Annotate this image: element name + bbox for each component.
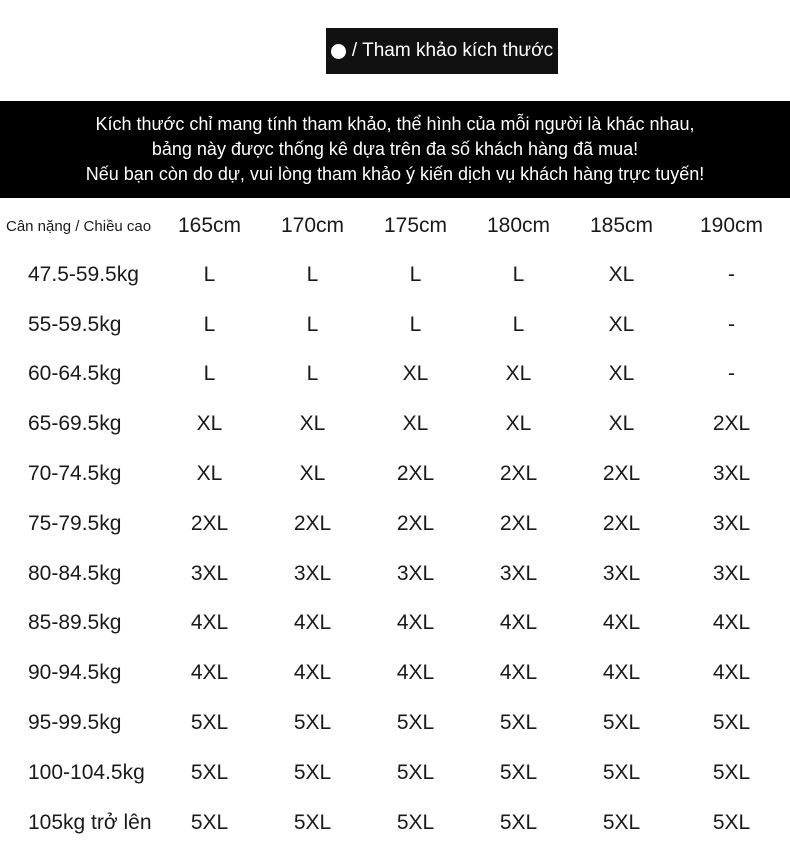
weight-cell: 65-69.5kg (28, 412, 122, 436)
size-cell: 3XL (396, 561, 435, 585)
size-cell: 4XL (602, 661, 641, 685)
table-row (0, 499, 790, 549)
size-cell: - (728, 312, 735, 336)
size-cell: 5XL (396, 711, 435, 735)
notice-line: Kích thước chỉ mang tính tham khảo, thể hình của mỗi người là khác nhau, (95, 114, 695, 134)
size-cell: 2XL (712, 412, 751, 436)
size-cell: 4XL (499, 661, 538, 685)
weight-cell: 85-89.5kg (28, 611, 122, 635)
size-cell: 4XL (712, 611, 751, 635)
notice-line: Nếu bạn còn do dự, vui lòng tham khảo ý kiến dịch vụ khách hàng trực tuyến! (85, 164, 705, 184)
size-cell: 5XL (712, 760, 751, 784)
size-cell: 5XL (499, 711, 538, 735)
size-cell: 5XL (712, 711, 751, 735)
size-cell: XL (299, 462, 326, 486)
weight-cell: 95-99.5kg (28, 711, 122, 735)
size-cell: 5XL (293, 760, 332, 784)
table-row (0, 748, 790, 798)
size-cell: L (203, 312, 216, 336)
weight-cell: 80-84.5kg (28, 561, 122, 585)
size-cell: 5XL (396, 760, 435, 784)
size-cell: 2XL (602, 511, 641, 535)
size-cell: 3XL (499, 561, 538, 585)
size-cell: 4XL (293, 661, 332, 685)
height-header: 165cm (177, 214, 242, 237)
size-cell: L (306, 362, 319, 386)
weight-cell: 47.5-59.5kg (28, 262, 139, 286)
height-header: 190cm (699, 214, 764, 237)
weight-cell: 70-74.5kg (28, 462, 122, 486)
header-row (0, 202, 790, 250)
weight-cell: 100-104.5kg (28, 760, 145, 784)
size-cell: 5XL (190, 810, 229, 834)
size-cell: - (728, 262, 735, 286)
size-cell: XL (299, 412, 326, 436)
size-cell: XL (196, 462, 223, 486)
size-cell: XL (608, 362, 635, 386)
size-cell: 4XL (190, 611, 229, 635)
table-row (0, 798, 790, 848)
size-cell: 4XL (396, 611, 435, 635)
size-cell: 3XL (293, 561, 332, 585)
table-row (0, 599, 790, 649)
size-cell: 2XL (602, 462, 641, 486)
weight-cell: 90-94.5kg (28, 661, 122, 685)
table-row (0, 449, 790, 499)
size-cell: XL (402, 412, 429, 436)
size-cell: XL (505, 412, 532, 436)
bullet-dot-icon (331, 44, 346, 59)
size-cell: 5XL (190, 760, 229, 784)
size-cell: L (512, 312, 525, 336)
size-cell: 2XL (190, 511, 229, 535)
size-cell: - (728, 362, 735, 386)
size-cell: 4XL (190, 661, 229, 685)
size-cell: 2XL (396, 511, 435, 535)
notice-banner (0, 101, 790, 198)
size-cell: 2XL (293, 511, 332, 535)
size-cell: XL (608, 412, 635, 436)
table-row (0, 549, 790, 599)
height-header: 175cm (383, 214, 448, 237)
size-cell: 5XL (602, 760, 641, 784)
table-row (0, 698, 790, 748)
size-cell: XL (608, 262, 635, 286)
size-cell: XL (505, 362, 532, 386)
size-cell: 5XL (396, 810, 435, 834)
size-cell: 4XL (499, 611, 538, 635)
table-row (0, 250, 790, 300)
size-cell: 3XL (190, 561, 229, 585)
size-cell: 4XL (602, 611, 641, 635)
size-cell: L (306, 312, 319, 336)
size-cell: L (203, 262, 216, 286)
height-header: 185cm (589, 214, 654, 237)
size-cell: XL (196, 412, 223, 436)
weight-cell: 60-64.5kg (28, 362, 122, 386)
size-cell: XL (608, 312, 635, 336)
size-cell: 3XL (712, 511, 751, 535)
size-cell: 4XL (396, 661, 435, 685)
size-cell: 5XL (499, 760, 538, 784)
size-cell: 2XL (499, 511, 538, 535)
notice-line: bảng này được thống kê dựa trên đa số khách hàng đã mua! (151, 139, 639, 159)
title-text: / Tham khảo kích thước (351, 40, 554, 61)
size-cell: 4XL (712, 661, 751, 685)
table-row (0, 300, 790, 350)
weight-cell: 75-79.5kg (28, 511, 122, 535)
height-header: 170cm (280, 214, 345, 237)
size-cell: 5XL (293, 810, 332, 834)
size-cell: 3XL (712, 462, 751, 486)
size-cell: 4XL (293, 611, 332, 635)
size-cell: 5XL (602, 711, 641, 735)
size-table (0, 202, 790, 848)
height-header: 180cm (486, 214, 551, 237)
title-badge (326, 28, 558, 74)
size-cell: 3XL (712, 561, 751, 585)
size-cell: 2XL (499, 462, 538, 486)
table-row (0, 648, 790, 698)
size-cell: 5XL (293, 711, 332, 735)
weight-cell: 105kg trở lên (28, 810, 152, 834)
size-cell: L (203, 362, 216, 386)
weight-cell: 55-59.5kg (28, 312, 122, 336)
size-cell: L (306, 262, 319, 286)
size-cell: 5XL (499, 810, 538, 834)
size-table-body (0, 250, 790, 848)
size-cell: L (409, 312, 422, 336)
table-row (0, 399, 790, 449)
size-cell: 5XL (712, 810, 751, 834)
corner-label: Cân nặng / Chiều cao (6, 217, 152, 235)
size-cell: L (512, 262, 525, 286)
size-cell: 2XL (396, 462, 435, 486)
size-cell: XL (402, 362, 429, 386)
size-cell: 5XL (190, 711, 229, 735)
size-cell: 3XL (602, 561, 641, 585)
size-cell: 5XL (602, 810, 641, 834)
size-cell: L (409, 262, 422, 286)
table-row (0, 350, 790, 400)
size-table-header (0, 202, 790, 250)
